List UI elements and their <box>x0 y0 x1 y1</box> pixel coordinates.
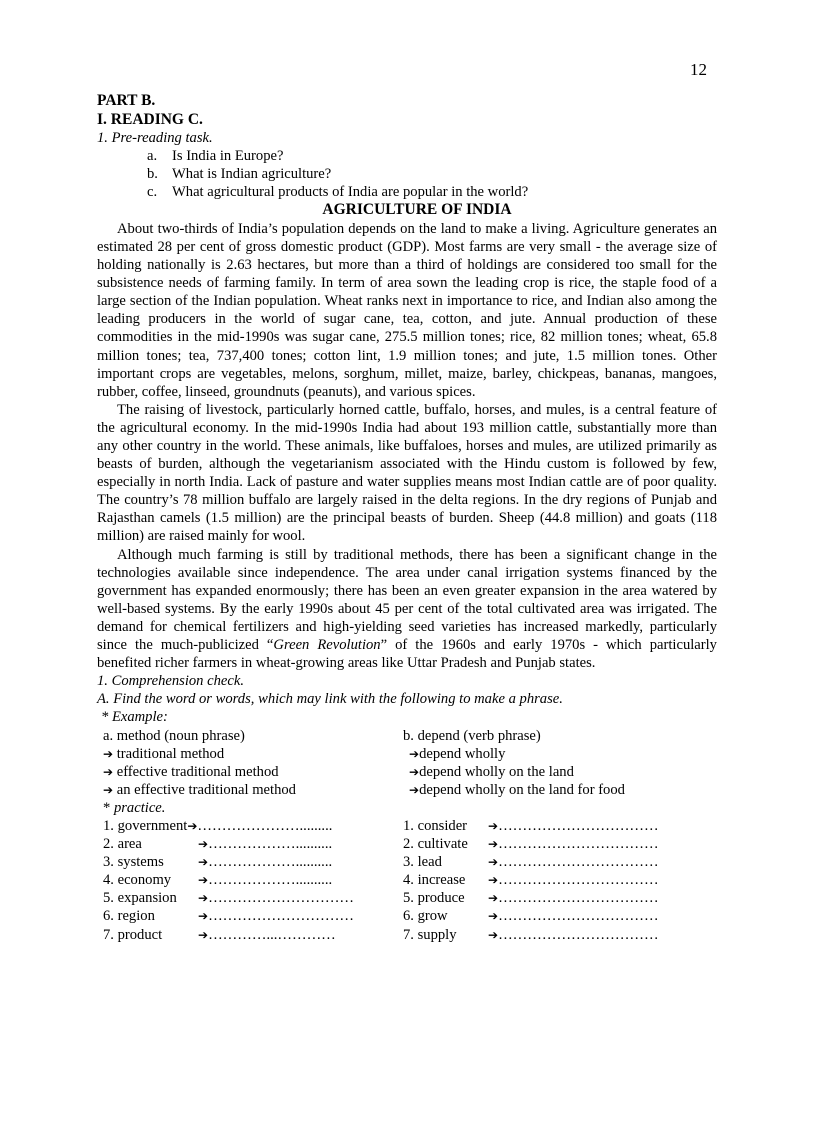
practice-item: 6. region ➔………………………… <box>103 908 354 925</box>
arrow-icon: ➔ <box>187 818 198 833</box>
example-columns <box>97 727 717 799</box>
paragraph-3: Although much farming is still by traditional methods, there has been a significant change in the technologies available since independence. The area under canal irrigation systems financed by the government has expanded enormously; there has been an even greater expansion in the area watered by well-based systems. By the early 1990s about 45 per cent of the total cultivated area was irrigated. The demand for chemical fertilizers and high-yielding seed varieties has increased markedly, particularly since the much-publicized “Green Revolution” of the 1960s and early 1970s - which particularly benefited richer farmers in wheat-growing areas like Uttar Pradesh and Punjab states. <box>97 546 717 672</box>
arrow-icon: ➔ <box>103 746 114 761</box>
comprehension-instruction: A. Find the word or words, which may link with the following to make a phrase. <box>97 691 563 708</box>
practice-item: 5. expansion ➔………………………… <box>103 890 354 907</box>
arrow-icon: ➔ <box>103 764 114 779</box>
arrow-icon: ➔ <box>488 818 499 833</box>
arrow-icon: ➔ <box>488 909 499 924</box>
arrow-icon: ➔ <box>409 782 420 797</box>
practice-item: 4. economy ➔……………….......... <box>103 872 333 889</box>
list-item: c. What agricultural products of India are popular in the world? <box>147 184 529 201</box>
practice-item: 2. area ➔……………….......... <box>103 836 333 853</box>
practice-item: 6. grow ➔…………………………… <box>403 908 659 925</box>
paragraph-1: About two-thirds of India’s population depends on the land to make a living. Agriculture generates an estimated 28 per cent of gross domestic product (GDP). Most farms are very small - the average size of holding nationally is 2.63 hectares, but more than a third of holdings are considered too small for the subsistence needs of farming family. In term of area sown the leading crop is rice, the staple food of a large section of the Indian population. Wheat ranks next in importance to rice, and Indian also among the leading producers in the world of sugar cane, tea, cotton, and jute. Annual production of these commodities in the mid-1990s was sugar cane, 275.5 million tones; rice, 82 million tones; wheat, 65.8 million tones; tea, 737,400 tones; cotton lint, 1.9 million tones; and jute, 1.5 million tones. Other important crops are vegetables, melons, sorghum, millet, maize, barley, chickpeas, bananas, mangoes, rubber, coffee, linseed, groundnuts (peanuts), and various spices. <box>97 220 717 400</box>
practice-label: * practice. <box>103 799 166 816</box>
comprehension-label: 1. Comprehension check. <box>97 673 244 690</box>
page-number: 12 <box>690 60 707 79</box>
practice-item: 3. lead ➔…………………………… <box>403 854 659 871</box>
arrow-icon: ➔ <box>198 837 209 852</box>
arrow-icon: ➔ <box>488 891 499 906</box>
list-item: a. Is India in Europe? <box>147 148 284 165</box>
practice-b <box>403 817 703 944</box>
arrow-icon: ➔ <box>198 909 209 924</box>
paragraph-2: The raising of livestock, particularly horned cattle, buffalo, horses, and mules, is a central feature of the agricultural economy. In the mid-1990s India had about 193 million cattle, substantially more than any other country in the world. These animals, like buffaloes, horses and mules, are utilized primarily as beasts of burden, although the vegetarianism associated with the Hindu custom is followed by few, especially in north India. Lack of pasture and water supplies means most Indian cattle are of poor quality. The country’s 78 million buffalo are largely raised in the delta regions. In the dry regions of Punjab and Rajasthan camels (1.5 million) are the principal beasts of burden. Sheep (44.8 million) and goats (118 million) are raised mainly for wool. <box>97 401 717 545</box>
arrow-icon: ➔ <box>198 927 209 942</box>
practice-a <box>97 817 403 944</box>
example-b: b. depend (verb phrase) ➔depend wholly ➔depend wholly on the land ➔depend wholly on the land for food <box>403 727 625 798</box>
practice-item: 1. consider ➔…………………………… <box>403 817 659 834</box>
pre-reading-label: 1. Pre-reading task. <box>97 130 213 146</box>
arrow-icon: ➔ <box>488 837 499 852</box>
practice-item: 7. product ➔…………...………… <box>103 926 336 943</box>
arrow-icon: ➔ <box>488 873 499 888</box>
list-item: b. What is Indian agriculture? <box>147 166 332 183</box>
section-heading: I. READING C. <box>97 110 203 128</box>
practice-item: 5. produce ➔…………………………… <box>403 890 659 907</box>
arrow-icon: ➔ <box>198 873 209 888</box>
practice-columns <box>97 817 717 944</box>
page-content <box>97 92 717 944</box>
arrow-icon: ➔ <box>488 927 499 942</box>
article-title: AGRICULTURE OF INDIA <box>322 201 512 219</box>
example-label: * Example: <box>101 709 168 726</box>
practice-item: 4. increase ➔…………………………… <box>403 872 659 889</box>
pre-reading-list <box>97 147 717 201</box>
practice-item: 7. supply ➔…………………………… <box>403 926 659 943</box>
arrow-icon: ➔ <box>103 782 114 797</box>
arrow-icon: ➔ <box>488 855 499 870</box>
arrow-icon: ➔ <box>198 891 209 906</box>
practice-item: 1. government➔…………………......... <box>103 817 333 834</box>
practice-item: 2. cultivate ➔…………………………… <box>403 836 659 853</box>
arrow-icon: ➔ <box>409 764 420 779</box>
part-heading: PART B. <box>97 92 156 109</box>
practice-item: 3. systems ➔……………….......... <box>103 854 333 871</box>
arrow-icon: ➔ <box>409 746 420 761</box>
example-a: a. method (noun phrase) ➔ traditional method ➔ effective traditional method ➔ an effective traditional method <box>103 727 296 798</box>
arrow-icon: ➔ <box>198 855 209 870</box>
